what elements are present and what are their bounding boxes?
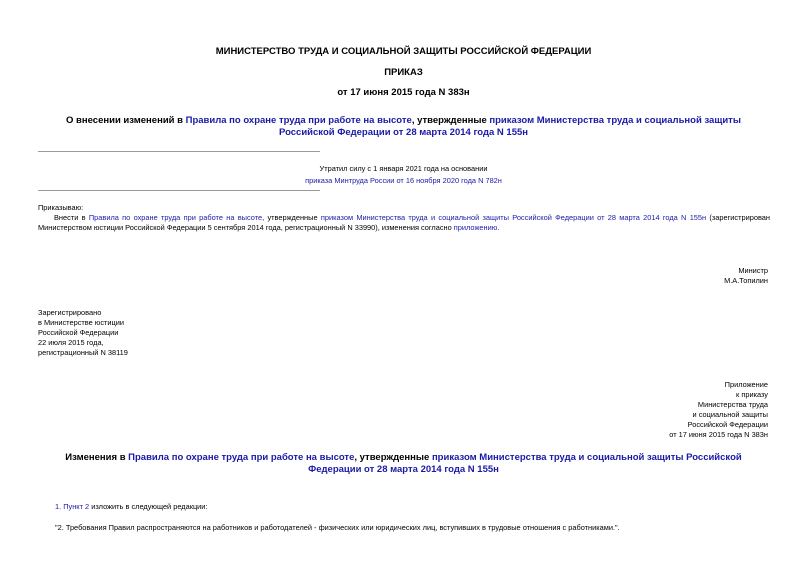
item-1-text: изложить в следующей редакции: [89,502,208,511]
status-link[interactable]: приказа Минтруда России от 16 ноября 2020 года N 782н [305,176,502,185]
registration-line: в Министерстве юстиции [38,318,125,327]
appendix-line: Приложение [724,380,768,389]
title-link-rules[interactable]: Правила по охране труда при работе на высоте [185,115,412,126]
appendix-line: и социальной защиты [692,410,768,419]
signature-name: М.А.Топилин [724,276,768,285]
registration-line: Зарегистрировано [38,308,102,317]
paragraph-text-pre: Внести в [54,213,89,222]
changes-text-mid: , утвержденные [354,452,432,463]
paragraph-link-rules[interactable]: Правила по охране труда при работе на высоте [88,213,263,222]
order-date-heading: от 17 июня 2015 года N 383н [337,87,470,98]
quoted-clause: "2. Требования Правил распространяются на работников и работодателей - физических или юридических лиц, вступивших в трудовые отношения с работниками.". [55,523,620,532]
appendix-block [669,380,768,440]
order-word: Приказываю: [38,203,84,212]
appendix-line: Российской Федерации [687,420,768,429]
appendix-line: от 17 июня 2015 года N 383н [669,430,768,439]
item-1-link[interactable]: Пункт 2 [63,502,90,511]
changes-text-pre: Изменения в [65,452,129,463]
changes-link-order[interactable]: приказом Министерства труда и социальной защиты Российской Федерации от 28 марта 2014 года N 155н [308,452,742,475]
registration-line: Российской Федерации [38,328,119,337]
divider-top [38,151,320,152]
order-paragraph [38,213,770,233]
order-type-heading: ПРИКАЗ [384,67,423,78]
appendix-line: к приказу [736,390,768,399]
changes-link-rules[interactable]: Правила по охране труда при работе на высоте [128,452,355,463]
title-link-order[interactable]: приказом Министерства труда и социальной защиты Российской Федерации от 28 марта 2014 года N 155н [279,115,741,138]
title-text-pre: О внесении изменений в [66,115,186,126]
paragraph-link-order[interactable]: приказом Министерства труда и социальной защиты Российской Федерации от 28 марта 2014 года N 155н [320,213,707,222]
paragraph-link-appendix[interactable]: приложению [453,223,498,232]
paragraph-text-end: . [497,223,500,232]
title-text-mid: , утвержденные [411,115,490,126]
registration-line: 22 июля 2015 года, [38,338,104,347]
status-text: Утратил силу с 1 января 2021 года на основании [319,164,488,173]
signature-position: Министр [738,266,768,275]
item-1 [55,502,208,512]
changes-title [40,452,767,476]
divider-bottom [38,190,320,191]
item-1-number: 1. [55,502,64,511]
paragraph-text-mid: , утвержденные [262,213,321,222]
registration-block [38,308,128,358]
paragraph-text-post: (зарегистрирован Министерством юстиции Российской Федерации 5 сентября 2014 года, регистрационный N 33990), изменения согласно [38,213,770,232]
registration-line: регистрационный N 38119 [38,348,128,357]
appendix-line: Министерства труда [697,400,768,409]
ministry-heading: МИНИСТЕРСТВО ТРУДА И СОЦИАЛЬНОЙ ЗАЩИТЫ РОССИЙСКОЙ ФЕДЕРАЦИИ [215,46,592,57]
document-title [40,115,767,139]
status-link-wrap [0,176,807,186]
